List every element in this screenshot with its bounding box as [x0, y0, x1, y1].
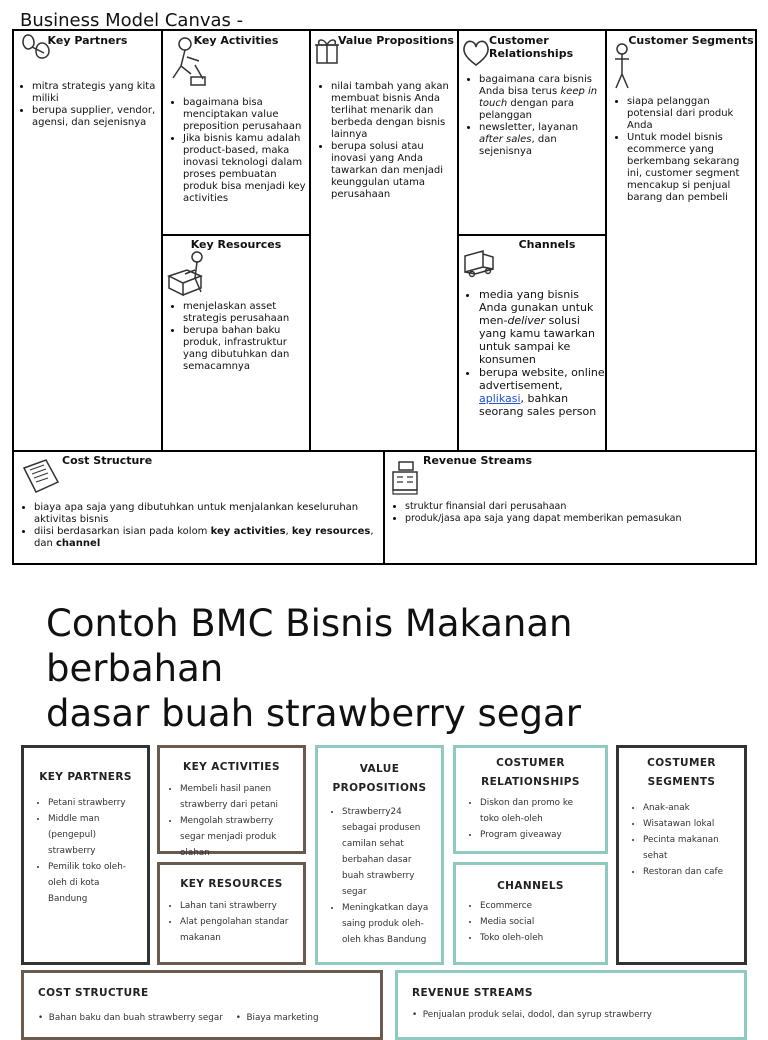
cr-title-line2: Relationships — [489, 47, 574, 60]
list-item: • menjelaskan asset strategis perusahaan — [183, 301, 309, 325]
cost-item2-b: key activities — [210, 526, 286, 537]
kp-cell — [14, 31, 163, 452]
vp-title: Value Propositions — [338, 34, 454, 47]
list-item — [479, 366, 605, 418]
page-title-line1: Contoh BMC Bisnis Makanan berbahan — [46, 602, 573, 690]
revenue-list — [391, 501, 760, 525]
list-item — [34, 526, 389, 550]
ex-cost-title: COST STRUCTURE — [38, 987, 149, 999]
list-item — [479, 288, 605, 366]
canvas-title: Business Model Canvas - — [20, 10, 244, 31]
list-item: • Petani strawberry — [48, 795, 141, 811]
ex-cr-list — [456, 795, 605, 843]
list-item: • Strawberry24 sebagai produsen camilan sehat berbahan dasar buah strawberry segar — [342, 804, 435, 900]
cr-item1-b: keep in touch — [479, 86, 598, 109]
page-title — [46, 601, 746, 736]
ex-cost-item1: Bahan baku dan buah strawberry segar — [48, 1013, 223, 1023]
ex-key-resources — [157, 862, 306, 965]
list-item: • nilai tambah yang akan membuat bisnis Anda terlihat menarik dan berbeda dengan bisnis lainnya — [331, 81, 457, 141]
ex-key-activities — [157, 745, 306, 858]
revenue-title: Revenue Streams — [423, 454, 533, 467]
revenue-cell — [385, 452, 755, 563]
list-item: • Media social — [480, 914, 605, 930]
list-item: • produk/jasa apa saja yang dapat memberikan pemasukan — [405, 513, 760, 525]
cost-structure-receipt-icon — [20, 458, 62, 494]
kr-title: Key Resources — [190, 238, 282, 251]
list-item: • Jika bisnis kamu adalah product-based, maka inovasi teknologi dalam proses pembuatan produk bisa menjadi key activities — [183, 133, 309, 205]
list-item: • berupa supplier, vendor, agensi, dan sejenisnya — [32, 105, 161, 129]
kp-list — [14, 81, 161, 129]
cs-title: Customer Segments — [628, 34, 754, 47]
ex-cr-title — [456, 754, 605, 792]
ex-cs-title-line1: COSTUMER — [647, 757, 716, 769]
cr-item2-c: , dan sejenisnya — [479, 134, 557, 157]
list-item: • biaya apa saja yang dibutuhkan untuk menjalankan keseluruhan aktivitas bisnis — [34, 502, 389, 526]
cr-item2-b: after sales — [479, 134, 532, 145]
vp-list — [311, 81, 457, 201]
channels-truck-icon — [463, 248, 497, 278]
list-item: • Pecinta makanan sehat — [643, 832, 740, 864]
list-item: • Meningkatkan daya saing produk oleh-oleh khas Bandung — [342, 900, 435, 948]
list-item: • Pemilik toko oleh-oleh di kota Bandung — [48, 859, 141, 907]
cost-title: Cost Structure — [62, 454, 153, 467]
ex-channels — [453, 862, 608, 965]
ex-cs-title — [619, 754, 744, 792]
value-propositions-gift-icon — [313, 35, 341, 65]
revenue-streams-cash-register-icon — [389, 458, 421, 496]
ch-item2-b: , bahkan seorang sales person — [479, 392, 597, 418]
ex-key-partners — [21, 745, 150, 965]
ex-ch-title: CHANNELS — [497, 880, 564, 892]
cost-list — [20, 502, 389, 550]
ex-rev-title: REVENUE STREAMS — [412, 987, 533, 999]
ch-list — [459, 288, 605, 418]
ka-list — [163, 97, 309, 205]
key-partners-link-icon — [22, 31, 54, 69]
list-item: • Toko oleh-oleh — [480, 930, 605, 946]
customer-segments-person-icon — [611, 43, 633, 91]
cs-list — [607, 96, 755, 204]
list-item: • Program giveaway — [480, 827, 585, 843]
cr-list — [459, 74, 605, 158]
ex-kr-title: KEY RESOURCES — [180, 878, 283, 890]
ex-rev-items — [412, 1010, 652, 1020]
cost-item2-e: , dan — [34, 526, 374, 549]
kr-list — [163, 301, 309, 373]
ch-item1-c: solusi yang kamu tawarkan untuk sampai ke konsumen — [479, 314, 596, 366]
ex-ch-list — [456, 898, 605, 946]
list-item: • Diskon dan promo ke toko oleh-oleh — [480, 795, 585, 827]
cost-item2-f: channel — [56, 538, 101, 549]
list-item: • Alat pengolahan standar makanan — [180, 914, 299, 946]
ex-cr-title-line1: COSTUMER — [496, 757, 565, 769]
ex-cr-title-line2: RELATIONSHIPS — [481, 776, 580, 788]
list-item: • Middle man (pengepul) strawberry — [48, 811, 141, 859]
ex-customer-segments — [616, 745, 747, 965]
key-activities-worker-icon — [165, 35, 209, 89]
cr-title-line1: Customer — [489, 34, 549, 47]
ex-kp-title: KEY PARTNERS — [39, 771, 132, 783]
cost-item2-a: diisi berdasarkan isian pada kolom — [34, 526, 211, 537]
ex-vp-title — [318, 760, 441, 798]
ex-vp-list — [318, 804, 441, 948]
ch-item2-a: berupa website, online advertisement, — [479, 366, 605, 392]
ex-kp-list — [24, 795, 147, 907]
ex-ka-title: KEY ACTIVITIES — [183, 761, 280, 773]
list-item: • bagaimana bisa menciptakan value preposition perusahaan — [183, 97, 309, 133]
ch-item1-b: deliver — [507, 314, 546, 327]
list-item: • Membeli hasil panen strawberry dari petani — [180, 781, 299, 813]
ch-title: Channels — [518, 238, 576, 251]
ex-cost-items — [38, 1013, 319, 1023]
list-item: • berupa bahan baku produk, infrastruktur yang dibutuhkan dan semacamnya — [183, 325, 309, 373]
ex-customer-relationships — [453, 745, 608, 854]
ex-revenue-streams — [395, 970, 747, 1040]
bullet: • — [38, 1013, 49, 1023]
aplikasi-link[interactable]: aplikasi — [479, 392, 521, 405]
cr-item2-a: newsletter, layanan — [479, 122, 579, 133]
list-item: • struktur finansial dari perusahaan — [405, 501, 760, 513]
list-item: • Anak-anak — [643, 800, 740, 816]
ch-item1-a: media yang bisnis Anda gunakan untuk men- — [479, 288, 594, 327]
cost-cell — [14, 452, 385, 563]
ka-title: Key Activities — [193, 34, 279, 47]
cr-item1-a: bagaimana cara bisnis Anda bisa terus — [479, 74, 592, 97]
cs-cell — [607, 31, 755, 452]
list-item: • mitra strategis yang kita miliki — [32, 81, 161, 105]
list-item: • Untuk model bisnis ecommerce yang berkembang sekarang ini, customer segment mencakup si penjual barang dan pembeli — [627, 132, 755, 204]
vp-cell — [311, 31, 459, 452]
list-item: • Wisatawan lokal — [643, 816, 740, 832]
cr-cell — [459, 31, 607, 236]
bullet: • — [412, 1010, 423, 1020]
ex-cost-item2: Biaya marketing — [246, 1013, 319, 1023]
ex-ka-list — [160, 781, 303, 861]
key-resources-worker-crate-icon — [167, 250, 213, 298]
page-title-line2: dasar buah strawberry segar — [46, 692, 581, 735]
kp-title: Key Partners — [47, 34, 128, 47]
ex-cs-title-line2: SEGMENTS — [647, 776, 716, 788]
ex-kr-list — [160, 898, 303, 946]
ex-cs-list — [619, 800, 744, 880]
cost-item2-c: , — [285, 526, 292, 537]
list-item — [479, 74, 605, 122]
ex-vp-title-line1: VALUE — [359, 763, 400, 775]
list-item: • Restoran dan cafe — [643, 864, 740, 880]
customer-relationships-heart-icon — [461, 39, 491, 67]
list-item — [479, 122, 605, 158]
list-item: • Ecommerce — [480, 898, 605, 914]
ex-cost-structure — [21, 970, 383, 1040]
kr-cell — [163, 236, 311, 452]
ch-cell — [459, 236, 607, 452]
list-item: • siapa pelanggan potensial dari produk Anda — [627, 96, 755, 132]
list-item: • Lahan tani strawberry — [180, 898, 299, 914]
bullet: • — [235, 1013, 247, 1023]
ex-value-propositions — [315, 745, 444, 965]
ex-vp-title-line2: PROPOSITIONS — [332, 782, 427, 794]
ex-rev-item1: Penjualan produk selai, dodol, dan syrup strawberry — [422, 1010, 652, 1020]
cr-item1-c: dengan para pelanggan — [479, 98, 574, 121]
ka-cell — [163, 31, 311, 236]
cost-item2-d: key resources — [291, 526, 371, 537]
list-item: • berupa solusi atau inovasi yang Anda tawarkan dan menjadi keunggulan utama perusahaan — [331, 141, 457, 201]
list-item: • Mengolah strawberry segar menjadi produk olahan — [180, 813, 299, 861]
